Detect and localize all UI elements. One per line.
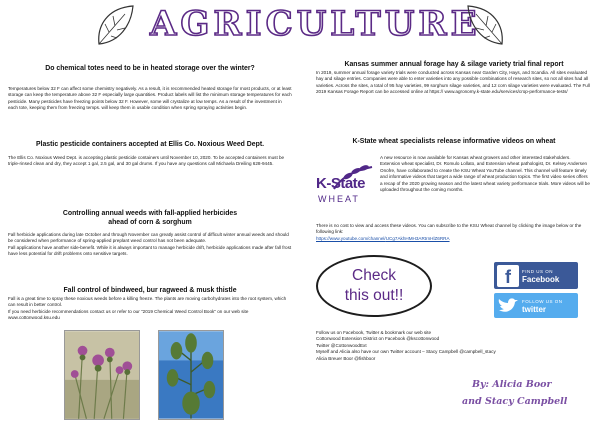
twitter-small-text: FOLLOW US ON	[522, 298, 563, 304]
leaf-right-icon	[464, 2, 506, 48]
facebook-badge[interactable]	[494, 262, 578, 289]
logo-wheat-text: WHEAT	[318, 194, 360, 204]
kstate-wheat-logo[interactable]	[316, 155, 376, 215]
wheat-videos-link[interactable]	[316, 236, 592, 242]
totes-body: Temperatures below 32 F can affect some chemistry negatively. As a result, it is recommended heated storage for most products, or at least storage can keep the temperature above 32 F especially large quantities. Product labels will list the minimum storage temperatures for each pesticide. Many pesticides have freezing points below 32 F. However, some will crystalize at low temps. As a result of the investment in each tote, keeping them from freezing temps. will keep them in usable condition when spring spraying activities begin.	[8, 86, 292, 111]
follow-line-5: Alicia Breuer Boor @fishboor	[316, 355, 376, 361]
byline-line-1: By: Alicia Boor	[472, 379, 552, 390]
check-line-2: this out!!	[344, 287, 404, 304]
wheat-videos-heading: K-State wheat specialists release informative videos on wheat	[352, 138, 556, 145]
page-title: AGRICULTURE	[150, 4, 481, 44]
forage-body: In 2019, summer annual forage variety trials were conducted across Kansas near Garden City, Hays, and Scandia. All sites evaluated hay and silage entries. Companies were able to enter varieties into any possible combinations of research sites, so not all sites had all varieties. Across the sites, a total of 95 hay varieties, 99 sorghum silage varieties, and 12 corn silage varieties were evaluated. The Full 2019 Kansas Forage Report can be accessed online at https:// www.agronomy.k-state.edu/services/crop-performance-tests/	[316, 70, 590, 95]
annual-weeds-heading-1: Controlling annual weeds with fall-applied herbicides	[62, 210, 238, 217]
youtube-link-part-2[interactable]: UCg7AkhHMH3ARtrnHlZ6RRA	[385, 235, 450, 241]
annual-weeds-heading-2: ahead of corn & sorghum	[108, 219, 192, 226]
annual-weeds-section	[8, 209, 292, 258]
containers-heading: Plastic pesticide containers accepted at Ellis Co. Noxious Weed Dept.	[35, 141, 265, 148]
follow-line-2: Cottonwood Extension District on Facebook @kscottonwood	[316, 336, 440, 342]
wheat-videos-body-1: A new resource is now available for Kansas wheat growers and other interested stakeholders. Extension wheat specialist, Dr. Romulo Lollato, and Extension wheat pathologist, Dr. Kelsey Andersen Onofre, have collaborated to create the KSU Wheat YouTube channel. This channel will feature timely and informative videos that target a wide range of wheat production topics. The first video series offers a recap of the 2020 growing season and the latest wheat variety performance trials. More videos will be uploaded throughout the coming months.	[380, 155, 590, 193]
facebook-big-text: Facebook	[522, 274, 560, 284]
bindweed-section	[8, 286, 292, 322]
thistle-photo	[64, 330, 140, 420]
follow-line-3: Twitter @CottonwoodExt	[316, 342, 367, 348]
facebook-icon: f	[497, 265, 519, 287]
annual-weeds-body-1: Fall herbicide applications during late October and through November can greatly assist control of difficult winter annual weeds and should be considered when performance of spring-applied preplant weed control has not been adequate.	[8, 232, 289, 244]
forage-section	[316, 60, 592, 96]
twitter-big-text: twitter	[522, 304, 546, 314]
annual-weeds-body-2: Fall applications have another side-benefit. While it is always important to manage herbicide drift, herbicide applications made after fall frost have less potential for drift problems onto sensitive targets.	[8, 244, 292, 257]
check-this-out-callout	[316, 255, 432, 317]
bindweed-heading: Fall control of bindweed, bur ragweed & musk thistle	[63, 287, 237, 294]
check-line-1: Check	[352, 267, 396, 284]
totes-section	[8, 64, 292, 112]
totes-heading: Do chemical totes need to be in heated storage over the winter?	[45, 65, 255, 72]
youtube-link-part-1[interactable]: https://www.youtube.com/channel/	[316, 235, 386, 241]
byline-line-2: and Stacy Campbell	[462, 396, 568, 407]
facebook-small-text: FIND US ON	[522, 268, 554, 274]
follow-line-1: Follow us on Facebook, Twitter & bookmark our web site	[316, 330, 432, 335]
wheat-videos-body-2: There is no cost to view and access these videos. You can subscribe to the KSU Wheat channel by clicking the image below or the following link:	[316, 223, 582, 235]
follow-us-block	[316, 330, 592, 362]
containers-body: The Ellis Co. Noxious Weed Dept. is accepting plastic pesticide containers until November 10, 2020. To be accepted containers must be triple-rinsed clean and dry, they accept 1 gal, 2.5 gal, and 30 gal drums. If you have any questions call Michaela Dreiling 628-9445.	[8, 155, 285, 167]
containers-section	[8, 140, 292, 168]
twitter-bird-icon	[497, 296, 519, 316]
ragweed-photo	[158, 330, 224, 420]
leaf-left-icon	[95, 2, 137, 48]
byline	[462, 376, 600, 410]
logo-kstate-text: K-State	[316, 175, 366, 192]
bindweed-body-1: Fall is a great time to spray these noxious weeds before a killing freeze. The plants are moving carbohydrates into the root system, which can result in better control.	[8, 296, 287, 308]
wheat-videos-section	[316, 137, 592, 241]
forage-heading: Kansas summer annual forage hay & silage variety trial final report	[344, 61, 564, 68]
follow-line-4: Myself and Alicia also have our own Twitter account – Stacy Campbell @campbell_stacy	[316, 349, 496, 355]
bindweed-body-2: If you need herbicide recommendations contact us or refer to our "2019 Chemical Weed Control Book" on our web site www.cottonwood.ksu.edu	[8, 308, 249, 321]
twitter-badge[interactable]	[494, 293, 578, 318]
